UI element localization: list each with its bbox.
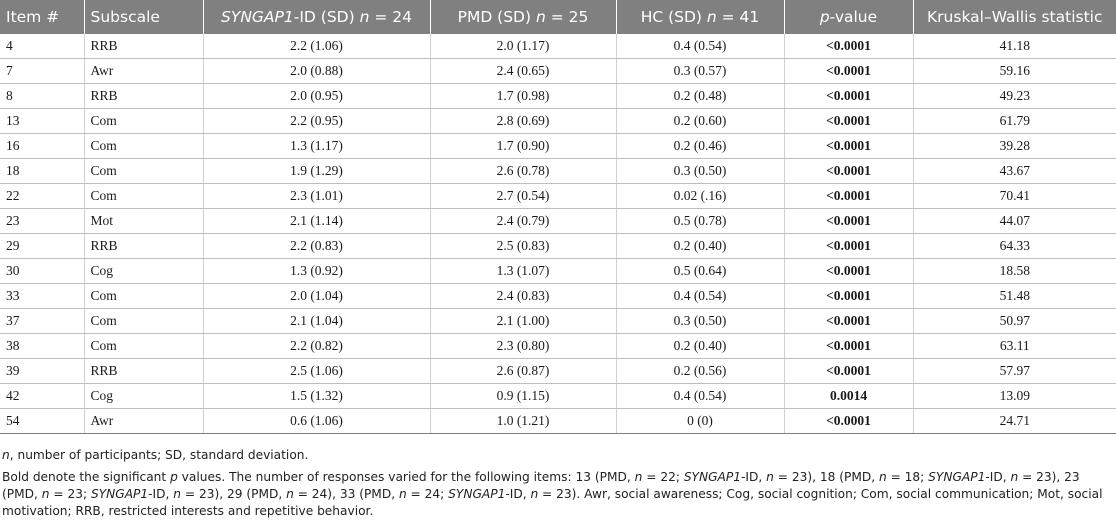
table-row (0, 359, 1116, 384)
cell-kruskal-wallis: 49.23 (913, 84, 1116, 109)
cell-subscale: Com (84, 109, 203, 134)
cell-hc: 0.2 (0.40) (616, 234, 784, 259)
cell-kruskal-wallis: 18.58 (913, 259, 1116, 284)
cell-kruskal-wallis: 43.67 (913, 159, 1116, 184)
cell-kruskal-wallis: 64.33 (913, 234, 1116, 259)
cell-p-value: <0.0001 (784, 34, 913, 59)
footnote-details: Bold denote the significant p values. The number of responses varied for the following items: 13 (PMD, n = 22; SYNGAP1-ID, n = 23), 18 (PMD, n = 18; SYNGAP1-ID, n = 23), 23 (PMD, n = 23; SYNGAP1-ID, n = 23), 29 (PMD, n = 24), 33 (PMD, n = 24; SYNGAP1-ID, n = 23). Awr, social awareness; Cog, social cognition; Com, social communication; Mot, social motivation; RRB, restricted interests and repetitive behavior. (2, 470, 1103, 518)
cell-kruskal-wallis: 24.71 (913, 409, 1116, 434)
cell-pmd: 2.5 (0.83) (430, 234, 616, 259)
table-row (0, 159, 1116, 184)
cell-p-value: <0.0001 (784, 309, 913, 334)
cell-item: 33 (0, 284, 84, 309)
cell-syngap: 2.0 (0.88) (203, 59, 430, 84)
cell-kruskal-wallis: 61.79 (913, 109, 1116, 134)
cell-hc: 0.3 (0.57) (616, 59, 784, 84)
header-hc: HC (SD) n = 41 (616, 0, 784, 34)
cell-hc: 0.2 (0.56) (616, 359, 784, 384)
cell-subscale: Mot (84, 209, 203, 234)
cell-subscale: RRB (84, 234, 203, 259)
cell-kruskal-wallis: 70.41 (913, 184, 1116, 209)
cell-pmd: 2.4 (0.65) (430, 59, 616, 84)
table-row (0, 134, 1116, 159)
cell-p-value: <0.0001 (784, 234, 913, 259)
table-body (0, 34, 1116, 434)
cell-pmd: 2.6 (0.78) (430, 159, 616, 184)
cell-syngap: 2.1 (1.04) (203, 309, 430, 334)
table-row (0, 409, 1116, 434)
cell-syngap: 1.3 (1.17) (203, 134, 430, 159)
cell-item: 8 (0, 84, 84, 109)
cell-hc: 0 (0) (616, 409, 784, 434)
cell-p-value: <0.0001 (784, 284, 913, 309)
cell-p-value: <0.0001 (784, 259, 913, 284)
cell-subscale: Com (84, 184, 203, 209)
cell-subscale: Awr (84, 59, 203, 84)
cell-p-value: <0.0001 (784, 109, 913, 134)
table-row (0, 384, 1116, 409)
cell-hc: 0.5 (0.64) (616, 259, 784, 284)
cell-syngap: 2.2 (0.95) (203, 109, 430, 134)
cell-item: 7 (0, 59, 84, 84)
cell-syngap: 1.5 (1.32) (203, 384, 430, 409)
cell-p-value: 0.0014 (784, 384, 913, 409)
table-row (0, 309, 1116, 334)
cell-item: 39 (0, 359, 84, 384)
cell-p-value: <0.0001 (784, 159, 913, 184)
header-p-value: p-value (784, 0, 913, 34)
cell-p-value: <0.0001 (784, 84, 913, 109)
table-row (0, 259, 1116, 284)
cell-hc: 0.3 (0.50) (616, 309, 784, 334)
cell-subscale: Com (84, 309, 203, 334)
header-subscale: Subscale (84, 0, 203, 34)
cell-kruskal-wallis: 44.07 (913, 209, 1116, 234)
cell-item: 42 (0, 384, 84, 409)
cell-hc: 0.4 (0.54) (616, 384, 784, 409)
cell-item: 16 (0, 134, 84, 159)
cell-pmd: 2.8 (0.69) (430, 109, 616, 134)
cell-subscale: RRB (84, 84, 203, 109)
cell-p-value: <0.0001 (784, 209, 913, 234)
cell-item: 23 (0, 209, 84, 234)
cell-subscale: Awr (84, 409, 203, 434)
cell-syngap: 0.6 (1.06) (203, 409, 430, 434)
cell-pmd: 1.3 (1.07) (430, 259, 616, 284)
table-row (0, 284, 1116, 309)
cell-kruskal-wallis: 39.28 (913, 134, 1116, 159)
cell-item: 30 (0, 259, 84, 284)
table-row (0, 109, 1116, 134)
cell-syngap: 2.5 (1.06) (203, 359, 430, 384)
cell-item: 22 (0, 184, 84, 209)
cell-subscale: RRB (84, 34, 203, 59)
cell-hc: 0.02 (.16) (616, 184, 784, 209)
cell-hc: 0.2 (0.46) (616, 134, 784, 159)
cell-subscale: Com (84, 159, 203, 184)
cell-kruskal-wallis: 57.97 (913, 359, 1116, 384)
footnote-abbreviations: n, number of participants; SD, standard deviation. (2, 448, 309, 462)
cell-subscale: RRB (84, 359, 203, 384)
header-pmd: PMD (SD) n = 25 (430, 0, 616, 34)
table-row (0, 209, 1116, 234)
cell-kruskal-wallis: 41.18 (913, 34, 1116, 59)
header-kruskal-wallis: Kruskal–Wallis statistic (913, 0, 1116, 34)
cell-syngap: 1.9 (1.29) (203, 159, 430, 184)
cell-p-value: <0.0001 (784, 59, 913, 84)
table-row (0, 59, 1116, 84)
cell-item: 54 (0, 409, 84, 434)
cell-pmd: 2.1 (1.00) (430, 309, 616, 334)
cell-hc: 0.2 (0.48) (616, 84, 784, 109)
table-row (0, 34, 1116, 59)
cell-pmd: 2.4 (0.83) (430, 284, 616, 309)
cell-p-value: <0.0001 (784, 334, 913, 359)
table-row (0, 234, 1116, 259)
cell-pmd: 2.3 (0.80) (430, 334, 616, 359)
cell-syngap: 2.0 (0.95) (203, 84, 430, 109)
table-footnotes (0, 447, 1116, 520)
cell-hc: 0.3 (0.50) (616, 159, 784, 184)
cell-hc: 0.4 (0.54) (616, 34, 784, 59)
header-syngap: SYNGAP1-ID (SD) n = 24 (203, 0, 430, 34)
table-row (0, 184, 1116, 209)
cell-syngap: 2.1 (1.14) (203, 209, 430, 234)
cell-item: 38 (0, 334, 84, 359)
cell-syngap: 1.3 (0.92) (203, 259, 430, 284)
cell-syngap: 2.0 (1.04) (203, 284, 430, 309)
cell-subscale: Cog (84, 384, 203, 409)
cell-subscale: Com (84, 134, 203, 159)
table-row (0, 84, 1116, 109)
table-header (0, 0, 1116, 34)
cell-pmd: 2.0 (1.17) (430, 34, 616, 59)
cell-pmd: 2.6 (0.87) (430, 359, 616, 384)
cell-item: 18 (0, 159, 84, 184)
cell-hc: 0.4 (0.54) (616, 284, 784, 309)
cell-kruskal-wallis: 51.48 (913, 284, 1116, 309)
cell-p-value: <0.0001 (784, 134, 913, 159)
cell-p-value: <0.0001 (784, 359, 913, 384)
cell-pmd: 2.4 (0.79) (430, 209, 616, 234)
cell-p-value: <0.0001 (784, 184, 913, 209)
cell-item: 13 (0, 109, 84, 134)
cell-pmd: 0.9 (1.15) (430, 384, 616, 409)
cell-syngap: 2.2 (0.83) (203, 234, 430, 259)
cell-pmd: 1.0 (1.21) (430, 409, 616, 434)
cell-item: 29 (0, 234, 84, 259)
header-item: Item # (0, 0, 84, 34)
cell-p-value: <0.0001 (784, 409, 913, 434)
cell-hc: 0.2 (0.60) (616, 109, 784, 134)
cell-kruskal-wallis: 63.11 (913, 334, 1116, 359)
table-row (0, 334, 1116, 359)
cell-pmd: 2.7 (0.54) (430, 184, 616, 209)
cell-item: 4 (0, 34, 84, 59)
cell-pmd: 1.7 (0.90) (430, 134, 616, 159)
cell-subscale: Com (84, 284, 203, 309)
cell-item: 37 (0, 309, 84, 334)
cell-hc: 0.2 (0.40) (616, 334, 784, 359)
cell-kruskal-wallis: 50.97 (913, 309, 1116, 334)
cell-syngap: 2.3 (1.01) (203, 184, 430, 209)
cell-subscale: Cog (84, 259, 203, 284)
cell-syngap: 2.2 (0.82) (203, 334, 430, 359)
cell-kruskal-wallis: 13.09 (913, 384, 1116, 409)
cell-pmd: 1.7 (0.98) (430, 84, 616, 109)
cell-subscale: Com (84, 334, 203, 359)
cell-kruskal-wallis: 59.16 (913, 59, 1116, 84)
cell-hc: 0.5 (0.78) (616, 209, 784, 234)
cell-syngap: 2.2 (1.06) (203, 34, 430, 59)
